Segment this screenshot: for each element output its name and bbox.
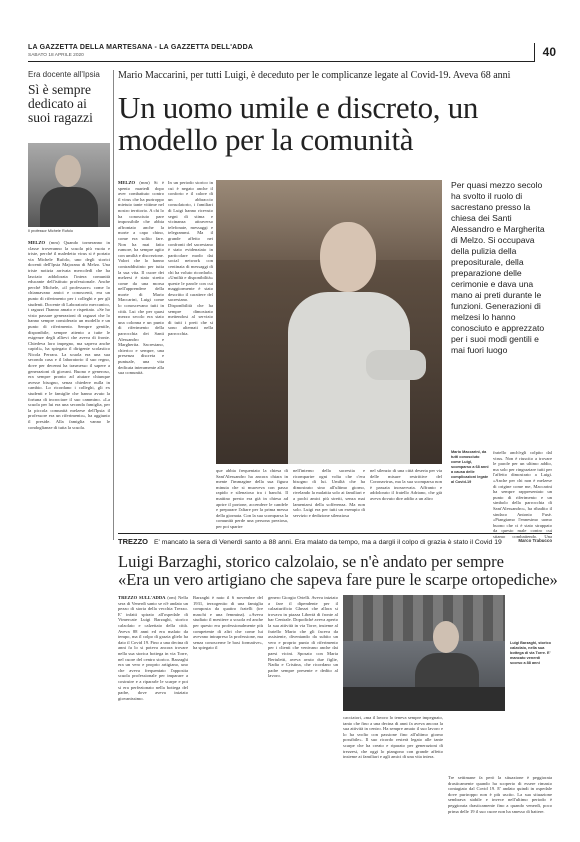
sidebar-body bbox=[28, 240, 110, 840]
main-headline: Un uomo umile e discreto, un modello per la comunità bbox=[118, 90, 479, 157]
main-col1 bbox=[118, 180, 164, 540]
dateline: SABATO 18 APRILE 2020 bbox=[28, 53, 84, 58]
trezzo-col4: cacciatori, «ma il lavoro lo teneva sempre impegnato, tanto che fino a una decina di anni fa aveva ancora la sua attività in centro. Ha sempre amato il suo lavoro e lo ha svolto con passione fino all'ultimo giorno possibile». Il suo ricordo resterà legato alle tante scarpe che ha creato e riparato per generazioni di trezzesi, che oggi lo piangono con grande affetto insieme ai familiari e agli amici di una vita intera. bbox=[343, 715, 443, 760]
sidebar-photo-caption: Il professor Michele Rufolo bbox=[28, 229, 73, 233]
trezzo-place: TREZZO bbox=[118, 537, 148, 546]
sidebar-body-text: (mm) Quando torneranno in classe troveranno la scuola più vuota e triste, perché il maledetto virus si è portato via Michele Rufolo, uno degli storici docenti dell'Ipsia Majorana di Melzo. Una triste notizia arrivata mercoledì che ha lasciato addolorata l'intera comunità educante dell'istituto professionale. Anche perché Michele, «il professore» come lo chiamavano amici e conoscenti, era un punto di riferimento per i colleghi e per gli studenti. Docente di Laboratorio meccanico, i ragazzi l'hanno amato e rispettato. «Se ho visto passare generazioni di ragazzi che lo hanno sempre considerato un modello e un punto di riferimento. Sempre gentile, disponibile, sempre attento a tutte le esigenze degli allievi che aveva di fronte. Chiedeva loro impegno, ma sapeva anche capirli», ha spiegato il dirigente scolastico Nicola Ferrara. La scuola era una sua seconda casa e il laboratorio il suo regno, dove per decenni ha trasmesso il sapere a generazioni di giovani. Buono e generoso, era sempre pronto ad aiutare chiunque avesse bisogno, senza chiedere nulla in cambio. Lo ricordano i colleghi, gli ex studenti e le famiglie che hanno avuto la fortuna di incrociare il suo cammino. «La scuola per lui era una seconda famiglia, per la piccola comunità melzese dell'Ipsia il professore era un riferimento», ha aggiunto il preside. Alla famiglia vanno le condoglianze di tutta la scuola. bbox=[28, 240, 110, 430]
trezzo-subheadline: «Era un vero artigiano che sapeva fare pure le scarpe ortopediche» bbox=[118, 570, 558, 589]
sidebar-dateline: MELZO bbox=[28, 240, 46, 245]
trezzo-photo-caption: Luigi Barzaghi, storico calzolaio, nella sua bottega di via Torre. E' mancato venerdì scorso a 88 anni bbox=[510, 641, 551, 665]
page-header bbox=[28, 44, 556, 62]
trezzo-subtitle: E' mancato la sera di Venerdì santo a 88 anni. Era malato da tempo, ma a dargli il colpo di grazia è stato il Covid 19 bbox=[154, 539, 502, 546]
main-photo bbox=[216, 180, 442, 464]
main-byline: Marco Trabucco bbox=[518, 538, 552, 543]
trezzo-photo-shelves bbox=[343, 595, 505, 641]
main-col3: que abbia frequentato la chiesa di Sant'Alessandro ha ancora chiara in mente l'immagine della sua figura minuta che si muoveva con passo rapido e silenzioso tra i banchi. Il mattino presto era già in chiesa ad aprire il portone, accendere le candele e preparare l'altare per la prima messa della giornata. Con la sua scomparsa la comunità perde una persona preziosa, per poi sparire bbox=[216, 468, 288, 529]
portrait-face-shape bbox=[55, 155, 81, 187]
sidebar-kicker: Era docente all'Ipsia bbox=[28, 70, 100, 79]
main-photo-caption: Mario Maccarini, da tutti conosciuto come Luigi, scomparso a 68 anni a causa delle complicazioni legate al Covid-19 bbox=[451, 450, 489, 484]
trezzo-col1 bbox=[118, 595, 188, 825]
trezzo-photo-bench-shape bbox=[343, 687, 505, 711]
main-col6: fratello anch'egli colpito dal virus. Non è riuscito a trovare le parole per un ultimo addio, ma solo per ringraziare tutti per l'affetto dimostrato a Luigi. «Anche per chi non è melzese di origine come me, Maccarini ha sempre rappresentato un punto di riferimento e un simbolo della parrocchia di Sant'Alessandro», ha ribadito il sindaco Antonio Fusè. «Piangiamo l'ennesimo uomo buono che ci è stato strappato da questo male contro cui stiamo combattendo. Una bbox=[493, 450, 552, 538]
main-lead: Per quasi mezzo secolo ha svolto il ruolo di sacrestano presso la chiesa dei Santi Alessandro e Margherita di Melzo. Si occupava della pulizia della prepositurale, della preparazione delle cerimonie e dava una mano ai preti durante le funzioni. Generazioni di melzesi lo hanno conosciuto e apprezzato per i suoi modi gentili e mai fuori luogo bbox=[451, 180, 545, 355]
photo-sleeve-shape bbox=[366, 350, 426, 380]
main-col2: In un periodo storico in cui è negato anche il conforto e il calore di un abbraccio consolatorio, i familiari di Luigi hanno ricevuto segni di stima e vicinanza attraverso telefonate, messaggi e telegrammi. Ma il grande affetto nei confronti del sacrestano è stato evidenziato in particolare modo dai social network con centinaia di messaggi di chi ha voluto ricordarlo. «Umiltà e disponibilità» queste le parole con cui maggiormente è stato descritto il carattere del sacrestano. Disponibilità che ha sempre dimostrato mettendosi al servizio di tutti i preti che si sono alternati nella parrocchia. bbox=[168, 180, 213, 337]
photo-face-shape bbox=[320, 222, 376, 292]
trezzo-col1-text: (om) Nella sera di Venerdì santo se n'è andato un pezzo di storia della vecchia Trezzo. E' infatti spirato all'ospedale di Vimercate Luigi Barzaghi, storico calzolaio e calzettaio della città. Aveva 88 anni ed era malato da tempo, ma il colpo di grazia glielo ha dato il Covid 19. Fino a una decina di anni fa lo si poteva ancora trovare nella sua storica bottega in via Torre, nel cuore del centro storico. Barzaghi era un vero e proprio artigiano, uno che aveva frequentato l'apposita scuola professionale per imparare a costruire e a ripararle le scarpe e poi si era perfezionato nella bottega del padre, dove aveva iniziato giovanissimo. bbox=[118, 595, 188, 701]
main-col5: nel silenzio di una città deserta per via delle misure restrittive del Coronavirus, ma la sua scomparsa non è passata inosservata. Affranto e addolorato il fratello Adriano, che già aveva dovuto dire addio a un altro bbox=[370, 468, 442, 501]
trezzo-headline: Luigi Barzaghi, storico calzolaio, se n'è andato per sempre bbox=[118, 552, 504, 571]
main-col4: nell'interno della sacrestia e ricomparire ogni volta che c'era bisogno di lui. Umiltà che ha dimostrato sino all'ultimo giorno, rivelando la malattia solo ai familiari e a pochi amici più stretti, senza mai lamentarsi della sofferenza. Ma non solo. Luigi era per tutti un esempio di servizio e dedizione silenziosa bbox=[293, 468, 365, 518]
sidebar-article bbox=[28, 70, 110, 830]
trezzo-col2: Barzaghi è nato il 6 novembre del 1931, terzogenito di una famiglia composta da quattro fratelli (tre maschi e una femmina). «Aveva studiato il mestiere a scuola ed anche per questo era professionalmente più competente di altri che come lui avevano intrapreso la professione, ma senza conoscerne le basi formative», ha spiegato il bbox=[193, 595, 263, 651]
sidebar-headline: Sì è sempre dedicato ai suoi ragazzi bbox=[28, 82, 93, 125]
trezzo-photo bbox=[343, 595, 505, 711]
main-article bbox=[118, 70, 552, 545]
sidebar-portrait-photo bbox=[28, 143, 110, 227]
trezzo-col3: genero Giorgio Ortelli. Aveva iniziato a fare il dipendente per il calzaturificio Ghezzi che allora si trovava in piazza Libertà di fronte al bar Centrale. Dopodiché aveva aperto la sua attività in via Torre, insieme al fratello Mario che gli faceva da assistente, diventando da subito un vero e proprio punto di riferimento per i clienti che venivano anche dai paesi vicini. Sposato con Maria Bertuletti, aveva avuto due figlie, Nadia e Cristina, che ricordano un padre sempre presente e dedito al lavoro. bbox=[268, 595, 338, 679]
trezzo-col5: Tre settimane fa però la situazione è peggiorata drasticamente quando ha scoperto di essere rimasto contagiato dal Covid 19. E' andato quindi in ospedale dove purtroppo non è più uscito. La sua situazione sembrava stabile e invece nell'ultimo periodo è peggiorata drasticamente fino a quando venerdì, poco prima delle 19 il suo cuore non ha smesso di battere. bbox=[448, 775, 552, 814]
main-col1-text: (mm) Si è spento martedì dopo aver combattuto contro il virus che ha purtroppo mietuto tante vittime nel nostro territorio. A chi lo ha conosciuto pare impossibile che abbia affrontato anche la morte a capo chino, come era solito fare. Non ha mai fatto rumore, ha sempre agito con umiltà e discrezione. Valori che lo hanno contraddistinto per tutta la sua vita. Il cuore dei melzesi è stato stretto come da una morsa nell'apprendere della morte di Mario Maccarini, Luigi come lo conoscevano tutti in città. Lui che per quasi mezzo secolo era stato una colonna e un punto di riferimento della parrocchia dei Santi Alessandro e Margherita. Sacrestano, chierico e sempre, una presenza discreta e puntuale, una vita dedicata interamente alla sua comunità. bbox=[118, 180, 164, 376]
main-subtitle: Mario Maccarini, per tutti Luigi, è deceduto per le complicanze legate al Covid-19. Aveva 68 anni bbox=[118, 70, 511, 81]
column-divider bbox=[113, 70, 114, 540]
portrait-shoulders-shape bbox=[40, 187, 98, 227]
section-separator bbox=[118, 533, 552, 534]
page-number: 40 bbox=[534, 43, 556, 62]
trezzo-photo-face-shape bbox=[433, 621, 459, 653]
masthead: LA GAZZETTA DELLA MARTESANA - LA GAZZETTA DELL'ADDA bbox=[28, 44, 254, 51]
trezzo-dateline: TREZZO SULL'ADDA bbox=[118, 595, 166, 600]
trezzo-article bbox=[118, 537, 558, 837]
main-dateline: MELZO bbox=[118, 180, 136, 185]
